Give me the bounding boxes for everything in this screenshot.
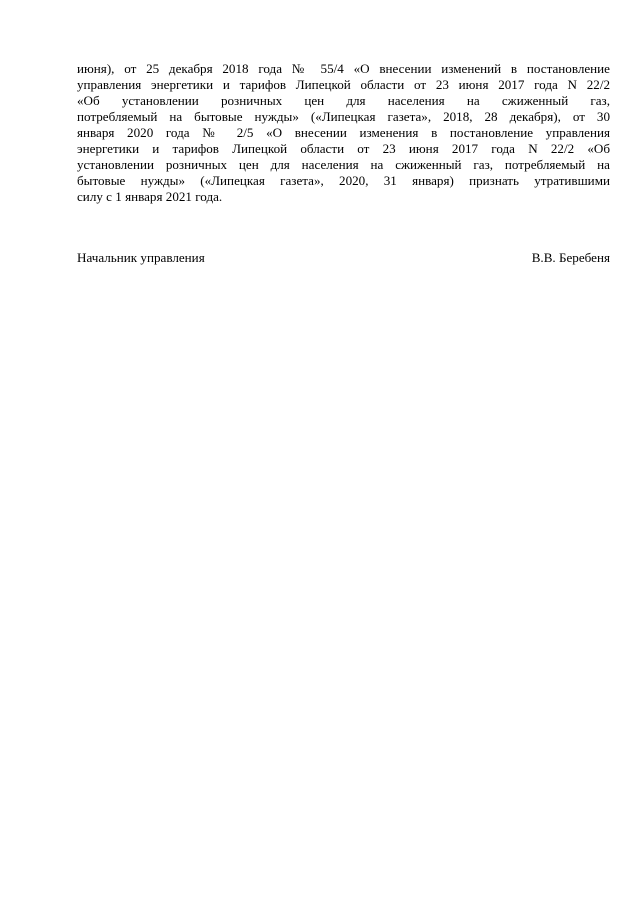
paragraph-line: управления энергетики и тарифов Липецкой области от 23 июня 2017 года N 22/2 — [77, 77, 610, 92]
document-paragraph — [77, 61, 610, 205]
paragraph-line: июня), от 25 декабря 2018 года № 55/4 «О внесении изменений в постановление — [77, 61, 610, 76]
paragraph-line: «Об установлении розничных цен для населения на сжиженный газ, — [77, 93, 610, 108]
paragraph-line: января 2020 года № 2/5 «О внесении изменения в постановление управления — [77, 125, 610, 140]
paragraph-line: силу с 1 января 2021 года. — [77, 189, 223, 204]
signatory-name: В.В. Беребеня — [531, 250, 610, 265]
paragraph-line: установлении розничных цен для населения на сжиженный газ, потребляемый на — [77, 157, 610, 172]
paragraph-line: потребляемый на бытовые нужды» («Липецкая газета», 2018, 28 декабря), от 30 — [77, 109, 610, 124]
paragraph-line: энергетики и тарифов Липецкой области от 23 июня 2017 года N 22/2 «Об — [77, 141, 610, 156]
paragraph-line: бытовые нужды» («Липецкая газета», 2020, 31 января) признать утратившими — [77, 173, 610, 188]
signatory-position: Начальник управления — [77, 250, 205, 265]
signature-block — [77, 250, 610, 266]
